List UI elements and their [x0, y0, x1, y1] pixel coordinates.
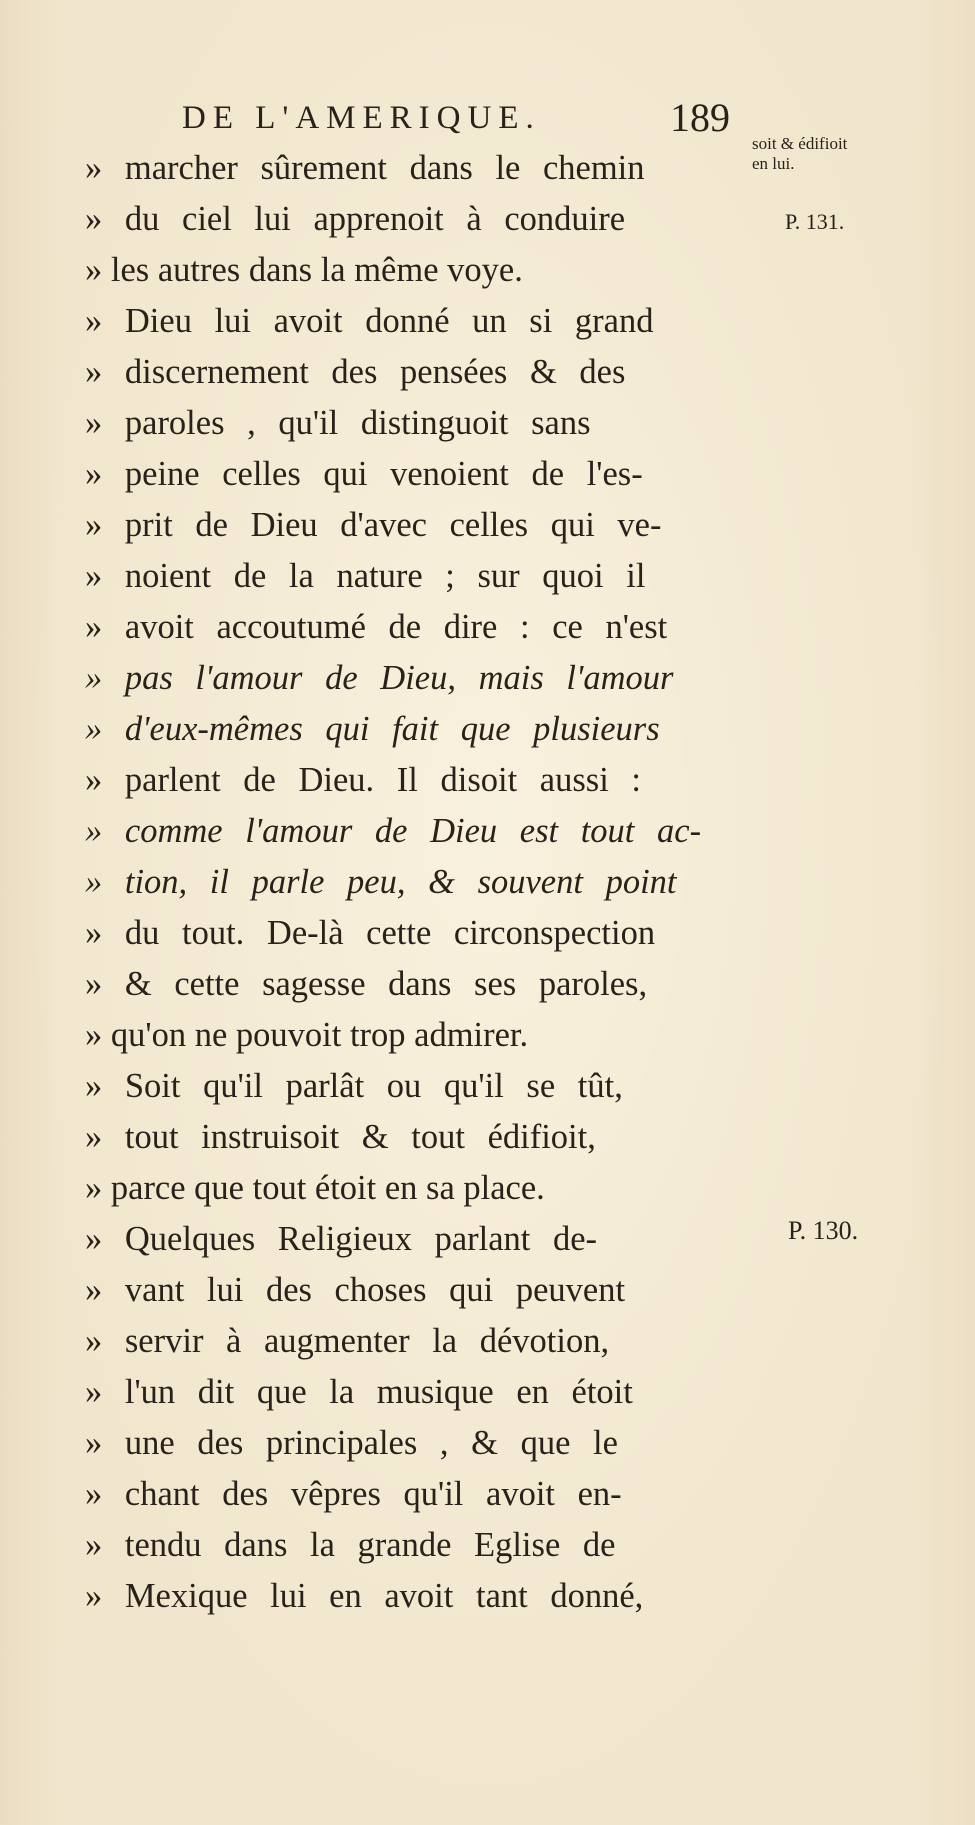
margin-ref-131: P. 131. [785, 209, 845, 234]
margin-note-top-2: en lui. [752, 154, 795, 173]
text-line: » une des principales , & que le [85, 1424, 618, 1462]
text-line: » avoit accoutumé de dire : ce n'est [85, 608, 668, 646]
text-line: » marcher sûrement dans le chemin [85, 149, 645, 187]
text-line: » prit de Dieu d'avec celles qui ve- [85, 506, 662, 544]
text-line: » noient de la nature ; sur quoi il [85, 557, 646, 595]
page-number: 189 [670, 95, 730, 140]
text-line: » & cette sagesse dans ses paroles, [85, 965, 648, 1003]
text-line: » paroles , qu'il distinguoit sans [85, 404, 591, 442]
text-line: » Quelques Religieux parlant de- [85, 1220, 598, 1258]
text-line: » qu'on ne pouvoit trop admirer. [85, 1016, 529, 1054]
text-line: » Mexique lui en avoit tant donné, [85, 1577, 644, 1615]
text-line: » tendu dans la grande Eglise de [85, 1526, 616, 1564]
margin-ref-130: P. 130. [788, 1216, 859, 1245]
text-line: » pas l'amour de Dieu, mais l'amour [85, 659, 674, 697]
text-line: » parce que tout étoit en sa place. [85, 1169, 545, 1207]
text-line: » Soit qu'il parlât ou qu'il se tût, [85, 1067, 623, 1105]
text-line: » Dieu lui avoit donné un si grand [85, 302, 654, 340]
text-line: » comme l'amour de Dieu est tout ac- [85, 812, 702, 850]
text-line: » du tout. De-là cette circonspection [85, 914, 656, 952]
text-line: » l'un dit que la musique en étoit [85, 1373, 633, 1411]
text-line: » tout instruisoit & tout édifioit, [85, 1118, 596, 1156]
text-line: » vant lui des choses qui peuvent [85, 1271, 626, 1309]
margin-note-top-1: soit & édifioit [752, 134, 848, 153]
text-line: » peine celles qui venoient de l'es- [85, 455, 643, 493]
text-line: » du ciel lui apprenoit à conduire [85, 200, 626, 238]
running-head-title: DE L'AMERIQUE. [182, 100, 541, 136]
text-line: » d'eux-mêmes qui fait que plusieurs [85, 710, 660, 748]
running-head [170, 88, 770, 148]
text-line: » servir à augmenter la dévotion, [85, 1322, 610, 1360]
text-line: » parlent de Dieu. Il disoit aussi : [85, 761, 642, 799]
text-line: » chant des vêpres qu'il avoit en- [85, 1475, 622, 1513]
text-line: » les autres dans la même voye. [85, 251, 523, 289]
text-line: » discernement des pensées & des [85, 353, 626, 391]
text-line: » tion, il parle peu, & souvent point [85, 863, 677, 901]
